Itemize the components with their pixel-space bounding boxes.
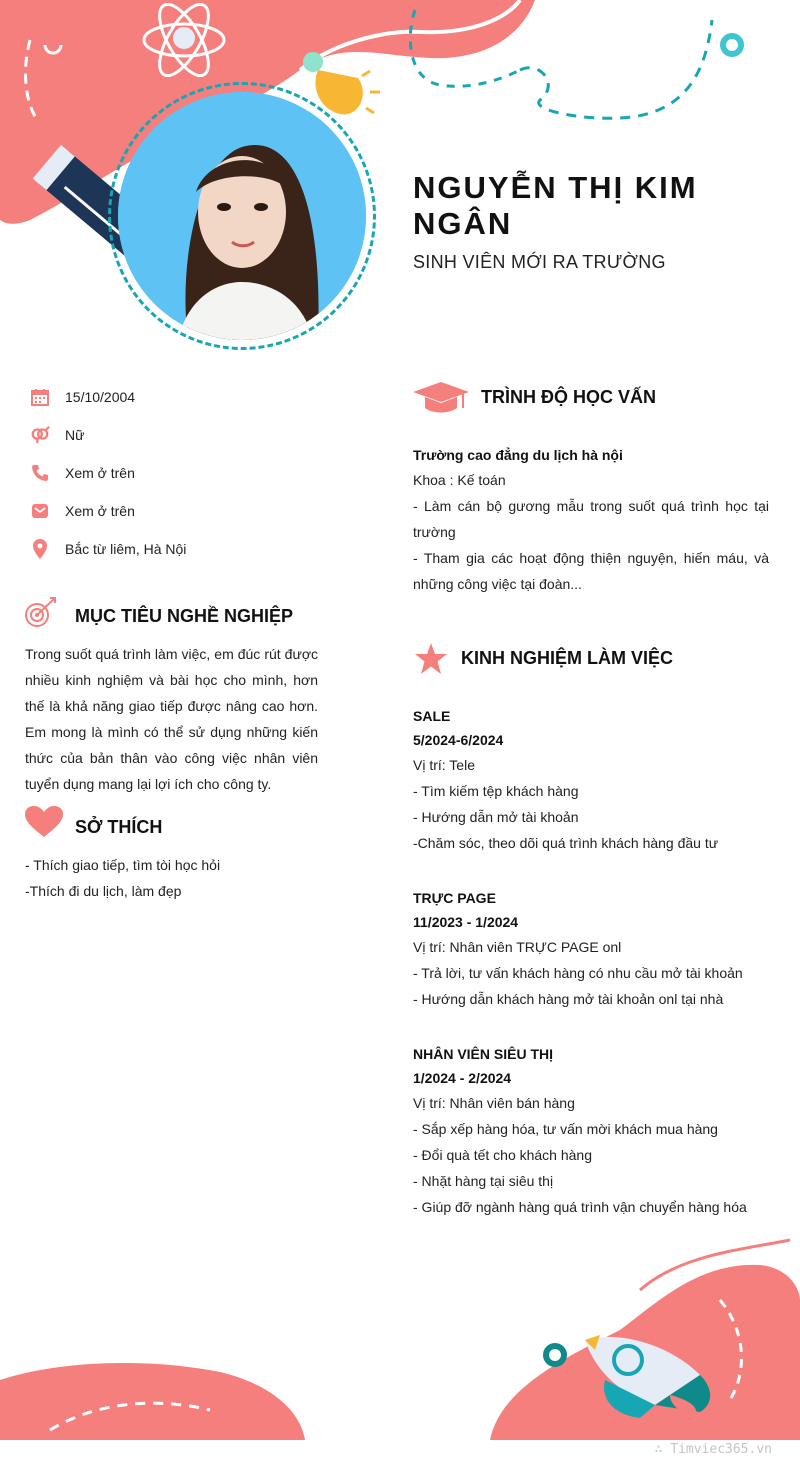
hobbies-list	[25, 852, 220, 904]
gender-value: Nữ	[65, 427, 85, 443]
list-item: - Thích giao tiếp, tìm tòi học hỏi	[25, 857, 221, 873]
job-period: 11/2023 - 1/2024	[413, 914, 519, 930]
job-line: -Chăm sóc, theo dõi quá trình khách hàng đầu tư	[413, 835, 719, 851]
job-line: Vị trí: Nhân viên TRỰC PAGE onl	[413, 939, 622, 955]
school-name: Trường cao đẳng du lịch hà nội	[413, 447, 623, 463]
education-line: - Làm cán bộ gương mẫu trong suốt quá trình học tại trường	[413, 498, 769, 540]
address-value: Bắc từ liêm, Hà Nội	[65, 541, 187, 557]
birthday-value: 15/10/2004	[65, 389, 136, 405]
candidate-name: NGUYỄN THỊ KIM NGÂN	[413, 170, 698, 241]
graduation-cap-icon	[413, 380, 469, 414]
experience-heading: KINH NGHIỆM LÀM VIỆC	[461, 648, 674, 668]
objective-text: Trong suốt quá trình làm việc, em đúc rút được nhiều kinh nghiệm và bài học cho mình, hơn thế là khả năng giao tiếp được nâng cao hơn. Em mong là mình có thể sử dụng những kiến thức của bản thân vào công việc nhân viên tuyển dụng mang lại lợi ích cho công ty.	[25, 646, 318, 792]
education-line: - Tham gia các hoạt động thiện nguyện, hiến máu, và những công việc tại đoàn...	[413, 550, 769, 592]
contact-email	[30, 499, 135, 523]
job-period: 5/2024-6/2024	[413, 732, 504, 748]
contact-gender	[30, 423, 84, 447]
target-icon	[24, 596, 58, 630]
education-heading: TRÌNH ĐỘ HỌC VẤN	[481, 387, 656, 407]
avatar	[118, 92, 366, 340]
job-line: Vị trí: Tele	[413, 757, 475, 773]
list-item: -Thích đi du lịch, làm đẹp	[25, 883, 182, 899]
job-company: SALE	[413, 708, 451, 724]
job-period: 1/2024 - 2/2024	[413, 1070, 512, 1086]
contact-address	[30, 537, 186, 561]
job-truc-page	[413, 886, 783, 1012]
contact-birthday	[30, 385, 135, 409]
education-block	[413, 443, 769, 597]
watermark: ∴ Timviec365.vn	[654, 1442, 772, 1457]
location-pin-icon	[30, 539, 50, 559]
job-line: - Nhặt hàng tại siêu thị	[413, 1173, 554, 1189]
calendar-icon	[30, 387, 50, 407]
star-icon	[414, 643, 448, 675]
heart-icon	[25, 806, 63, 838]
job-line: - Tìm kiếm tệp khách hàng	[413, 783, 579, 799]
job-line: Vị trí: Nhân viên bán hàng	[413, 1095, 575, 1111]
phone-icon	[30, 463, 50, 483]
job-company: NHÂN VIÊN SIÊU THỊ	[413, 1046, 554, 1062]
hobbies-heading: SỞ THÍCH	[75, 817, 163, 837]
objective-heading: MỤC TIÊU NGHỀ NGHIỆP	[75, 606, 294, 626]
education-line: Khoa : Kế toán	[413, 472, 506, 488]
job-supermarket	[413, 1042, 783, 1220]
job-company: TRỰC PAGE	[413, 890, 496, 906]
job-line: - Hướng dẫn khách hàng mở tài khoản onl tại nhà	[413, 991, 724, 1007]
email-icon	[30, 501, 50, 521]
phone-value: Xem ở trên	[65, 465, 135, 481]
job-line: - Đổi quà tết cho khách hàng	[413, 1147, 593, 1163]
profile-photo-frame	[108, 82, 376, 350]
candidate-title: SINH VIÊN MỚI RA TRƯỜNG	[413, 252, 666, 272]
job-line: - Giúp đỡ ngành hàng quá trình vận chuyển hàng hóa	[413, 1199, 747, 1215]
job-line: - Hướng dẫn mở tài khoản	[413, 809, 579, 825]
job-line: - Trả lời, tư vấn khách hàng có nhu cầu mở tài khoản	[413, 965, 743, 981]
gender-icon	[30, 425, 50, 445]
contact-phone	[30, 461, 135, 485]
job-line: - Sắp xếp hàng hóa, tư vấn mời khách mua hàng	[413, 1121, 718, 1137]
email-value: Xem ở trên	[65, 503, 135, 519]
job-sale	[413, 704, 783, 856]
